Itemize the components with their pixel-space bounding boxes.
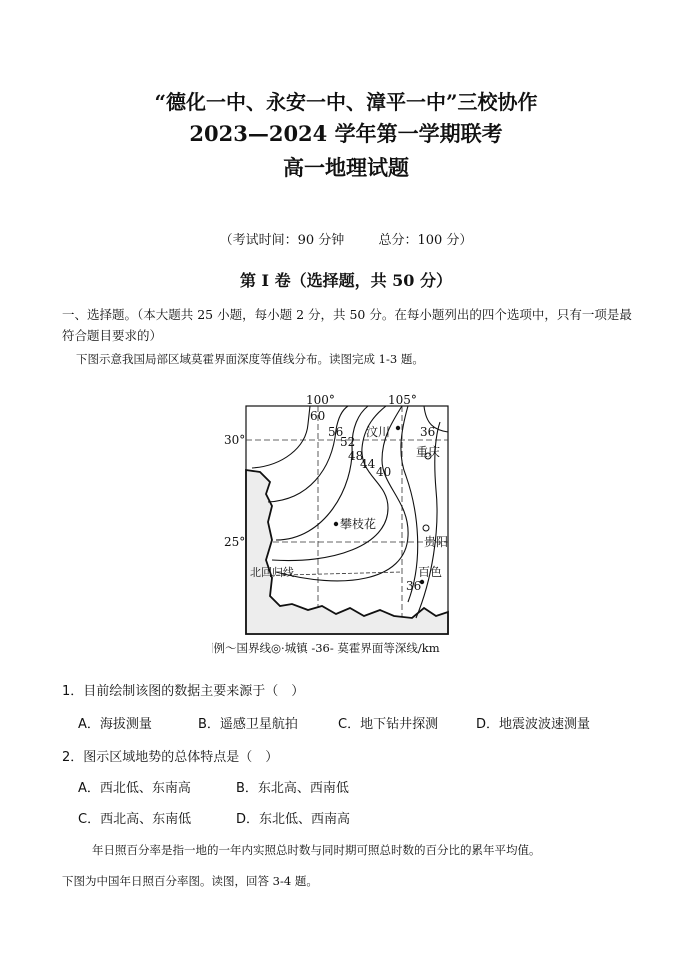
q2-option-d: D．东北低、西南高 [236, 812, 351, 827]
school-alliance-title: “德化一中、永安一中、漳平一中”三校协作 [154, 90, 538, 114]
contour-label: 36 [406, 579, 422, 593]
q2-option-b: B．东北高、西南低 [236, 781, 349, 796]
q1-option-d: D．地震波波速测量 [476, 717, 591, 732]
tropic-label: 北回归线 [250, 566, 294, 579]
contour-label: 52 [340, 435, 356, 449]
exam-year-title: 2023—2024 学年第一学期联考 [189, 121, 503, 146]
contour-40 [401, 406, 418, 602]
q1-option-a: A．海拔测量 [78, 717, 152, 732]
question-1-stem: 1．目前绘制该图的数据主要来源于（ ） [62, 684, 305, 699]
exam-total-score: 总分：100 分） [378, 233, 473, 248]
section-title: 第 I 卷（选择题，共 50 分） [239, 271, 453, 290]
q2-option-a: A．西北低、东南高 [78, 781, 191, 796]
q1-option-c: C．地下钻井探测 [338, 717, 439, 732]
contour-label: 40 [376, 465, 392, 479]
intro-questions-1-3: 下图示意我国局部区域莫霍界面深度等值线分布。读图完成 1-3 题。 [76, 352, 424, 366]
sunshine-definition: 年日照百分率是指一地的一年内实照总时数与同时期可照总时数的百分比的累年平均值。 [92, 843, 541, 857]
moho-map-svg [212, 390, 496, 660]
city-label: 贵阳 [424, 535, 449, 549]
city-marker [396, 426, 400, 430]
lat-label: 25° [224, 535, 246, 549]
section-instructions: 一、选择题。（本大题共 25 小题，每小题 2 分，共 50 分。在每小题列出的四个选项中，只有一项是最符合题目要求的） [62, 307, 632, 343]
contour-label: 44 [360, 457, 376, 471]
map-legend: 图例～国界线◎·城镇 -36- 莫霍界面等深线/km [212, 641, 440, 655]
city-marker [423, 525, 429, 531]
moho-depth-map [212, 390, 496, 660]
contour-label: 60 [310, 409, 326, 423]
contour-label: 36 [420, 425, 436, 439]
question-2-stem: 2．图示区域地势的总体特点是（ ） [62, 750, 279, 765]
exam-info [0, 229, 692, 248]
exam-time: （考试时间：90 分钟 [219, 233, 345, 248]
city-label: 攀枝花 [340, 517, 377, 531]
q2-option-c: C．西北高、东南低 [78, 812, 192, 827]
subject-title: 高一地理试题 [283, 155, 409, 180]
contour-label: 56 [328, 425, 344, 439]
city-marker [334, 522, 338, 526]
lon-label: 105° [388, 393, 417, 407]
city-label: 汶川 [366, 425, 391, 439]
lon-label: 100° [306, 393, 335, 407]
contour-label: 48 [348, 449, 364, 463]
contour-60 [252, 406, 310, 468]
city-label: 重庆 [416, 445, 441, 459]
q1-option-b: B．遥感卫星航拍 [198, 717, 298, 732]
lat-label: 30° [224, 433, 246, 447]
city-label: 百色 [418, 565, 443, 579]
intro-questions-3-4: 下图为中国年日照百分率图。读图，回答 3-4 题。 [62, 874, 318, 888]
